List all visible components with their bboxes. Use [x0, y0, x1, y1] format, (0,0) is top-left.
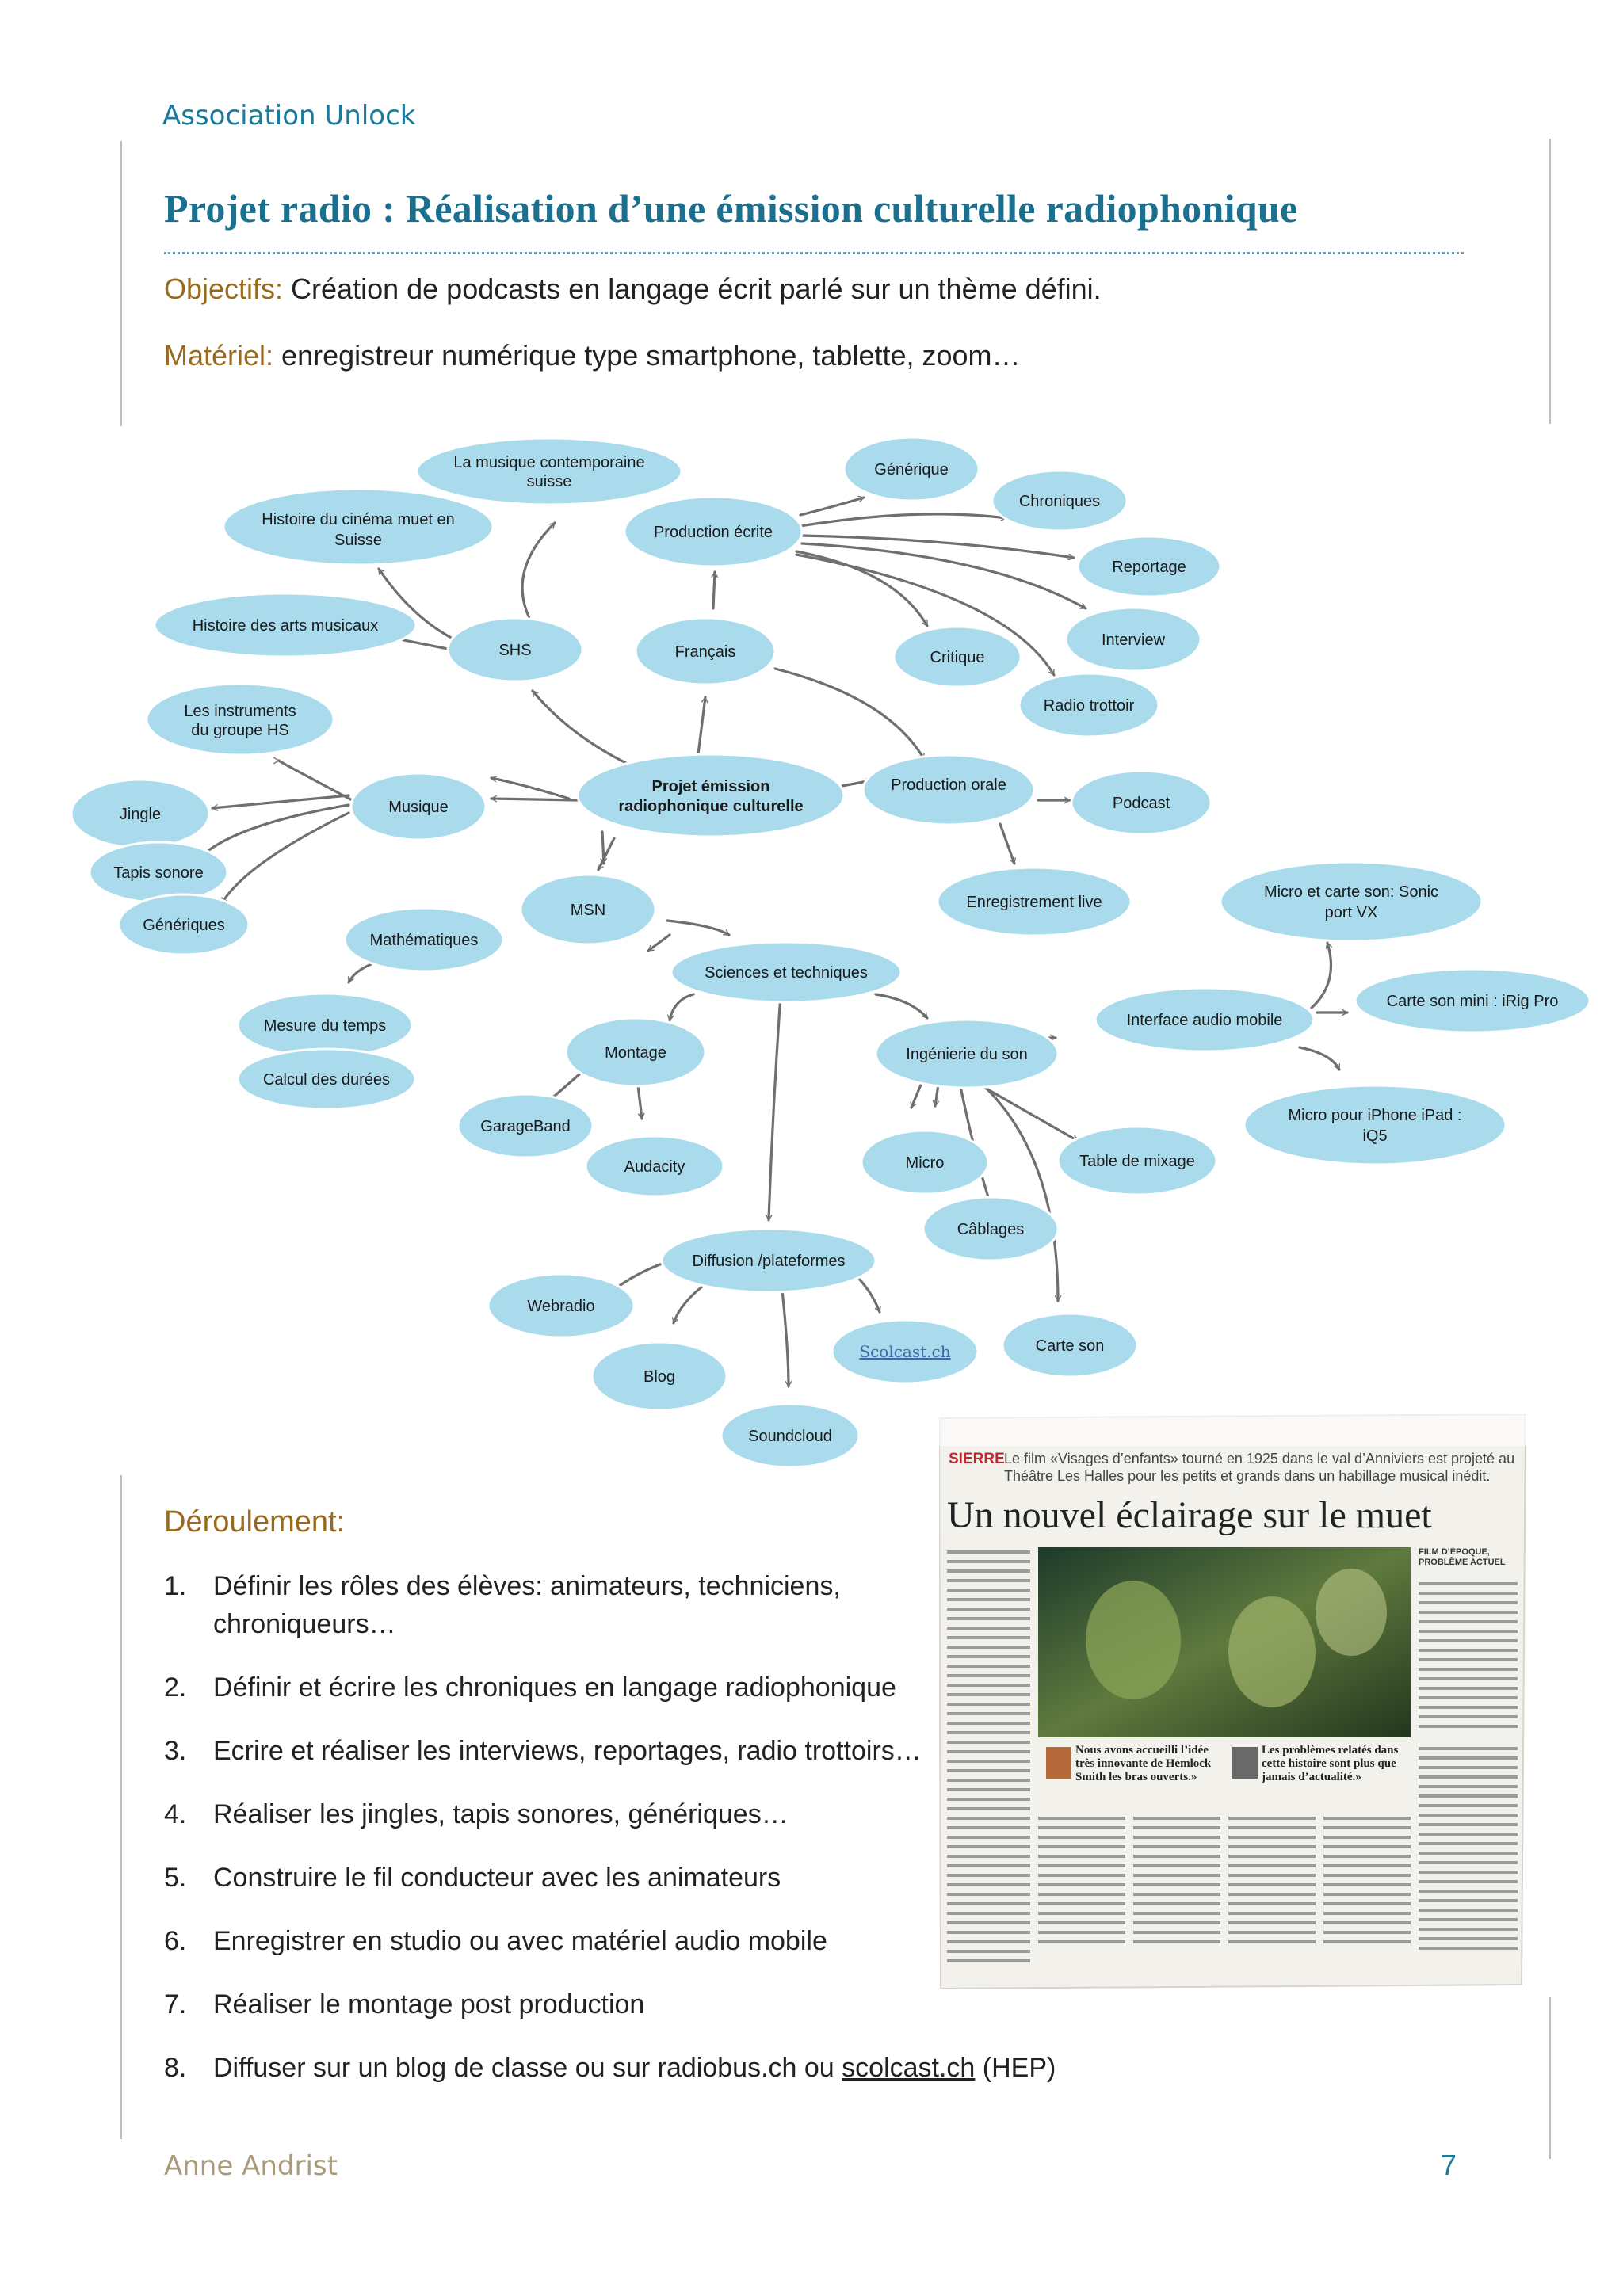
page-title: Projet radio : Réalisation d’une émission culturelle radiophonique [164, 186, 1298, 231]
node-musique-contemporaine [417, 438, 682, 505]
news-portrait-2 [1232, 1747, 1258, 1779]
node-label: Micro et carte son: Sonic [1263, 883, 1439, 901]
node-reportage [1078, 536, 1220, 597]
objectifs-label: Objectifs: [164, 273, 284, 305]
node-enregistrement-live [938, 868, 1131, 936]
node-cablages [923, 1197, 1058, 1261]
node-label: Français [674, 643, 736, 661]
node-label: Micro pour iPhone iPad : [1288, 1107, 1462, 1124]
node-francais [636, 618, 775, 685]
materiel-label: Matériel: [164, 339, 274, 372]
node-label: Histoire du cinéma muet en [262, 511, 455, 528]
node-label: Table de mixage [1079, 1153, 1195, 1170]
organization-name: Association Unlock [162, 100, 416, 132]
mind-map [0, 428, 1623, 1474]
node-label: port VX [1324, 904, 1378, 921]
node-label: Interface audio mobile [1126, 1012, 1283, 1029]
node-label: Production écrite [653, 524, 773, 541]
step-item: 7. Réaliser le montage post production [164, 1989, 645, 2019]
footer-author: Anne Andrist [164, 2150, 338, 2182]
node-critique [894, 627, 1021, 687]
node-label: Tapis sonore [113, 864, 204, 882]
node-radio-trottoir [1019, 673, 1159, 737]
node-label: Suisse [334, 532, 383, 549]
page-number: 7 [1441, 2149, 1457, 2181]
node-label: Calcul des durées [262, 1071, 391, 1089]
node-label: Génériques [143, 917, 225, 934]
node-ingenierie-du-son [876, 1020, 1058, 1088]
node-label: La musique contemporaine [453, 454, 645, 471]
node-label: Générique [874, 461, 949, 479]
node-label: radiophonique culturelle [618, 798, 804, 815]
left-margin-rule-top [120, 141, 122, 426]
node-label: Blog [643, 1368, 676, 1386]
node-carte-son-mini [1355, 969, 1590, 1032]
node-label: Production orale [891, 776, 1006, 794]
node-label: MSN [570, 902, 606, 919]
node-mesure-du-temps [238, 994, 412, 1057]
node-generique [844, 437, 979, 501]
news-quote-1: Nous avons accueilli l’idée très innovante de Hemlock Smith les bras ouverts.» [1075, 1744, 1212, 1783]
node-podcast [1071, 771, 1211, 834]
node-label: Musique [388, 799, 449, 816]
node-blog [592, 1342, 727, 1410]
materiel-text: enregistreur numérique type smartphone, tablette, zoom… [273, 339, 1021, 372]
node-arts-musicaux [155, 593, 416, 657]
node-carte-son [1002, 1314, 1137, 1377]
step-item: 5. Construire le fil conducteur avec les animateurs [164, 1863, 781, 1893]
node-production-ecrite [624, 497, 802, 566]
node-label: Reportage [1112, 559, 1186, 576]
node-label: Webradio [527, 1298, 595, 1315]
node-label: GarageBand [480, 1118, 571, 1135]
node-label: SHS [498, 642, 532, 659]
node-jingle [71, 780, 209, 848]
news-portrait-1 [1046, 1747, 1071, 1779]
node-center-projet [578, 754, 844, 837]
node-cinema-muet [223, 489, 493, 565]
node-tapis-sonore [90, 842, 227, 902]
node-label: Soundcloud [748, 1428, 832, 1445]
node-label: Sciences et techniques [705, 964, 868, 982]
right-margin-rule-bottom [1549, 1997, 1551, 2159]
node-label: Critique [930, 649, 985, 666]
node-label: Enregistrement live [966, 894, 1102, 911]
node-label: iQ5 [1362, 1127, 1388, 1145]
news-deck: Le film «Visages d’enfants» tourné en 1925 dans le val d’Anniviers est projeté au Théâtre Les Halles pour les petits et grands dans un habillage musical inédit. [1004, 1451, 1515, 1484]
node-label: Histoire des arts musicaux [192, 617, 379, 635]
step-item: 4. Réaliser les jingles, tapis sonores, génériques… [164, 1799, 789, 1829]
node-label: Carte son mini : iRig Pro [1386, 993, 1559, 1010]
objectifs-text: Création de podcasts en langage écrit parlé sur un thème défini. [283, 273, 1102, 305]
node-micro-carte-son [1220, 862, 1482, 941]
node-label: Radio trottoir [1043, 697, 1135, 715]
node-instruments [147, 684, 334, 755]
scolcast-link[interactable]: Scolcast.ch [859, 1342, 951, 1361]
node-production-orale [863, 755, 1034, 825]
node-label: Jingle [119, 806, 162, 823]
node-chroniques [992, 471, 1127, 531]
node-sciences-techniques [671, 942, 901, 1002]
node-label: du groupe HS [191, 722, 289, 739]
node-label: Interview [1101, 631, 1166, 649]
node-label: Chroniques [1018, 493, 1101, 510]
node-label: Câblages [957, 1221, 1025, 1238]
node-label: Diffusion /plateformes [692, 1253, 846, 1270]
step-item: 2. Définir et écrire les chroniques en langage radiophonique [164, 1672, 896, 1703]
node-interview [1066, 608, 1201, 671]
scolcast-step-link[interactable]: scolcast.ch [842, 2053, 976, 2083]
node-scolcast[interactable] [832, 1320, 978, 1383]
node-garageband [458, 1094, 593, 1158]
node-montage [566, 1018, 705, 1086]
left-margin-rule-bottom [120, 1475, 122, 2139]
objectifs-line [164, 273, 1102, 306]
step-item: 3. Ecrire et réaliser les interviews, reportages, radio trottoirs… [164, 1736, 922, 1766]
node-generiques [119, 894, 249, 955]
node-label: Micro [905, 1154, 945, 1172]
news-kicker: SIERRE [949, 1451, 1005, 1467]
node-label: Projet émission [651, 778, 770, 795]
step-item: 8. Diffuser sur un blog de classe ou sur radiobus.ch ou scolcast.ch (HEP) [164, 2053, 1056, 2083]
node-webradio [488, 1274, 634, 1337]
node-micro-iphone [1244, 1085, 1506, 1165]
news-sidebar-title: FILM D’ÉPOQUE, PROBLÈME ACTUEL [1419, 1547, 1506, 1567]
step-item: 1. Définir les rôles des élèves: animateurs, techniciens, chroniqueurs… [164, 1571, 841, 1639]
node-calcul-des-durees [238, 1049, 415, 1109]
node-audacity [586, 1136, 724, 1196]
node-musique [351, 773, 486, 840]
node-label: Mathématiques [369, 932, 479, 949]
node-diffusion [662, 1229, 876, 1292]
node-shs [448, 618, 582, 681]
node-label: Podcast [1112, 795, 1170, 812]
node-interface-audio-mobile [1095, 988, 1314, 1051]
node-label: Audacity [624, 1158, 685, 1176]
node-table-de-mixage [1058, 1127, 1216, 1195]
node-micro [861, 1131, 988, 1194]
news-headline: Un nouvel éclairage sur le muet [947, 1494, 1432, 1536]
node-label: Carte son [1035, 1337, 1105, 1355]
right-margin-rule-top [1549, 139, 1551, 424]
newspaper-clipping [939, 1414, 1526, 1989]
node-soundcloud [721, 1404, 859, 1467]
node-mathematiques [345, 908, 503, 971]
svg-text:SIERRE [949, 1451, 1005, 1467]
news-quote-2: Les problèmes relatés dans cette histoire sont plus que jamais d’actualité.» [1262, 1744, 1399, 1783]
deroulement-heading: Déroulement: [164, 1505, 346, 1539]
node-label: suisse [526, 473, 572, 490]
node-label: Mesure du temps [263, 1017, 387, 1035]
step-item: 6. Enregistrer en studio ou avec matériel audio mobile [164, 1926, 827, 1956]
node-label: Les instruments [184, 703, 296, 720]
title-divider [164, 252, 1464, 254]
node-msn [521, 875, 655, 944]
materiel-line [164, 339, 1021, 372]
node-label: Montage [605, 1044, 666, 1062]
node-label: Ingénierie du son [906, 1046, 1028, 1063]
